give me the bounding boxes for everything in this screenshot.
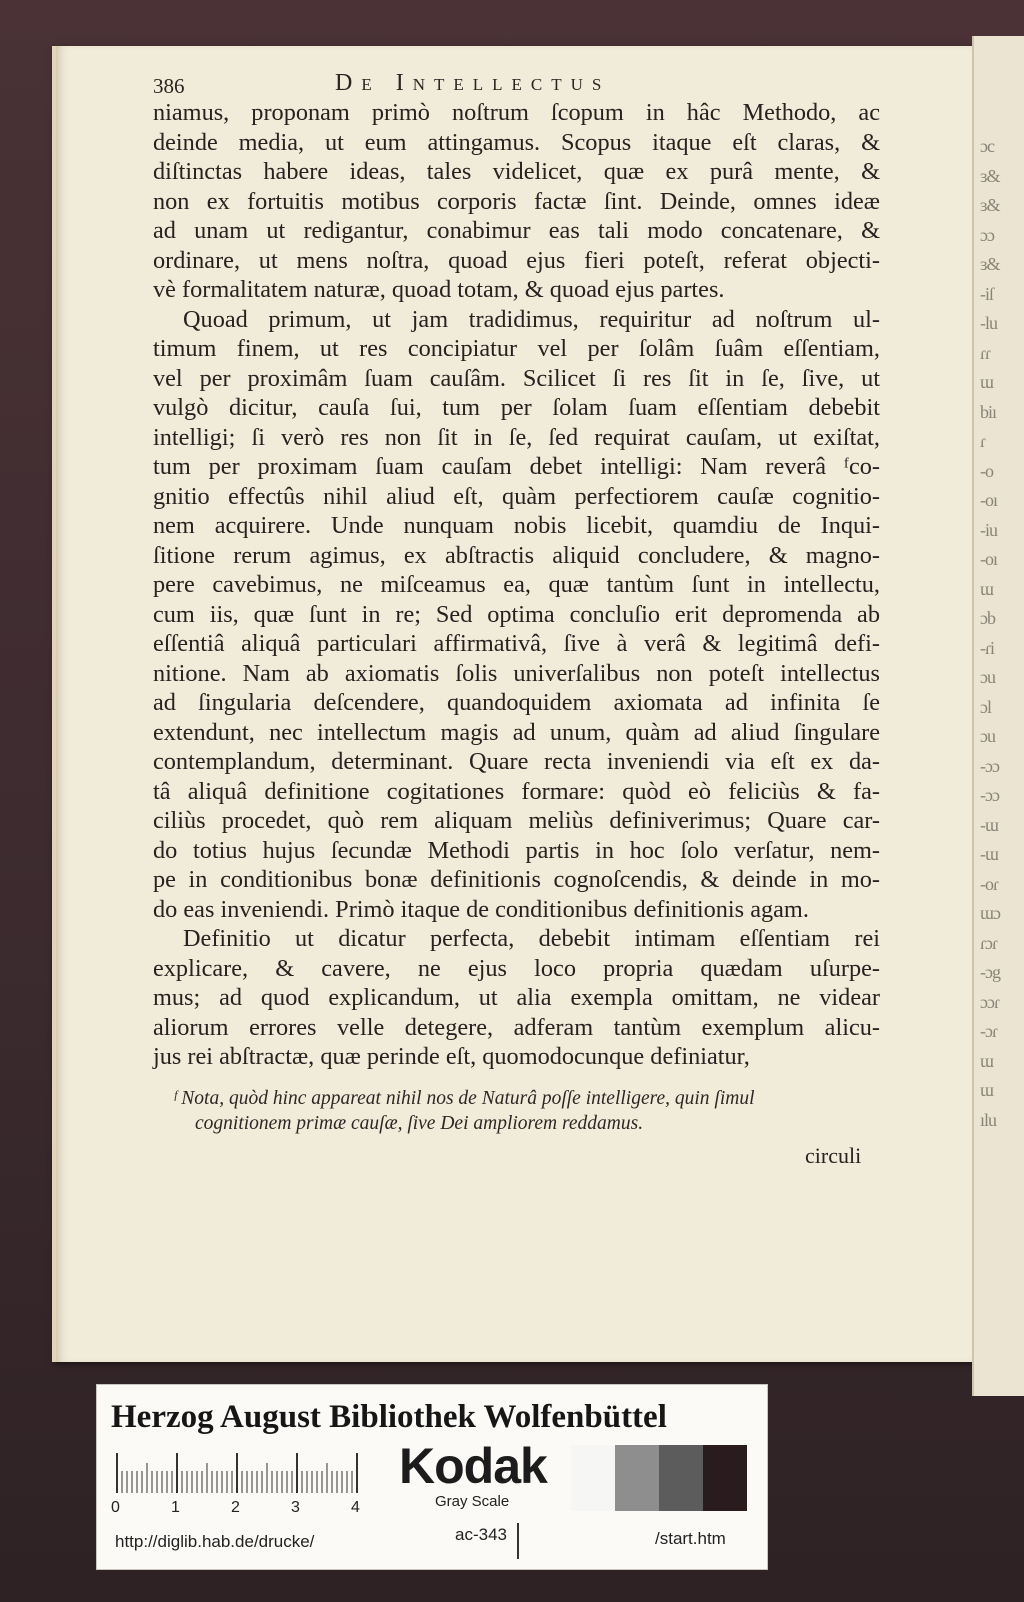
text-line: ordinare, ut mens noſtra, quoad ejus fieri poteſt, referat objecti- (153, 246, 880, 274)
adjacent-text-fragment: -o (980, 460, 993, 481)
ruler-number: 2 (231, 1499, 240, 1516)
body-text (153, 98, 880, 1072)
gray-patch (659, 1445, 703, 1511)
shelfmark-code: ac-343 (455, 1525, 507, 1544)
adjacent-text-fragment: ɾɾ (980, 342, 990, 363)
footnote (173, 1086, 880, 1136)
text-line: tum per proximam ſuam cauſam debet intelligi: Nam reverâ ᶠco- (153, 453, 880, 480)
divider (517, 1523, 519, 1559)
text-line: vè formalitatem naturæ, quoad totam, & quoad ejus partes. (153, 276, 725, 303)
text-line: gnitio effectûs nihil aliud eſt, quàm perfectiorem cauſæ cognitio- (153, 482, 880, 510)
adjacent-text-fragment: -ɔɾ (980, 1021, 997, 1041)
ruler-number: 0 (111, 1499, 120, 1516)
text-line: eſſentiâ aliquâ particulari affirmativâ, ſive à verâ & legitimâ defi- (153, 630, 880, 657)
running-title: De Intellectus (335, 70, 611, 96)
brand-logo: Kodak (399, 1438, 547, 1494)
gray-patch (615, 1445, 659, 1511)
adjacent-text-fragment: -iu (980, 519, 997, 540)
adjacent-text-fragment: -oı (980, 549, 997, 569)
text-line: pe in conditionibus bonæ definitionis cognoſcendis, & deinde in mo- (153, 866, 880, 893)
adjacent-text-fragment: ɔɔɾ (980, 991, 999, 1012)
adjacent-text-fragment: -iſ (980, 283, 993, 304)
adjacent-text-fragment: -lu (980, 313, 997, 333)
adjacent-text-fragment: biı (980, 401, 997, 422)
adjacent-text-fragment: ɯɔ (980, 903, 1000, 923)
gray-patch (571, 1445, 615, 1511)
source-url-suffix: /start.htm (655, 1529, 726, 1548)
adjacent-text-fragment: ɯ (980, 372, 994, 392)
adjacent-text-fragment: -ɔɔ (980, 785, 999, 805)
adjacent-text-fragment: -ɾi (980, 637, 994, 658)
text-line: pere cavebimus, ne miſceamus ea, quæ tantùm ſunt in intellectu, (153, 571, 880, 598)
measurement-ruler (115, 1449, 359, 1495)
adjacent-text-fragment: ılu (980, 1109, 997, 1130)
text-line: jus rei abſtractæ, quæ perinde eſt, quomodocunque definiatur, (153, 1043, 750, 1070)
text-line: vulgò dicitur, cauſa ſui, tum per ſolam ſuam eſſentiam debebit (153, 394, 880, 421)
text-line: tâ aliquâ definitione cogitationes formare: quòd eò feliciùs & fa- (153, 777, 880, 805)
adjacent-text-fragment: ɯ (980, 1050, 994, 1071)
adjacent-text-fragment: -ɯ (980, 844, 998, 864)
adjacent-text-fragment: -ɯ (980, 814, 998, 835)
adjacent-page-edge (972, 36, 1024, 1396)
gray-scale-label: Gray Scale (435, 1493, 510, 1510)
adjacent-text-fragment: ɯ (980, 578, 994, 599)
text-line: cum iis, quæ ſunt in re; Sed optima concluſio erit depromenda ab (153, 600, 880, 628)
adjacent-text-fragment: -oɾ (980, 873, 998, 894)
text-line: ad ſingularia deſcendere, quandoquidem axiomata ad infinita ſe (153, 689, 880, 716)
adjacent-text-fragment: -ɔɔ (980, 755, 999, 776)
text-line: deinde media, ut eum attingamus. Scopus itaque eſt claras, & (153, 128, 880, 156)
adjacent-text-fragment: ɔu (980, 726, 995, 746)
text-line: Quoad primum, ut jam tradidimus, requiritur ad noſtrum ul- (183, 305, 880, 333)
text-line: vel per proximâm ſuam cauſâm. Scilicet ſi res ſit in ſe, ſive, ut (153, 364, 880, 392)
adjacent-text-fragment: ɯ (980, 1080, 994, 1100)
adjacent-text-fragment: ɾɔɾ (980, 932, 997, 953)
adjacent-text-fragment: ɜ& (980, 254, 1000, 274)
adjacent-text-fragment: -oı (980, 490, 997, 510)
text-line: explicare, & cavere, ne ejus loco propria quædam uſurpe- (153, 954, 880, 982)
adjacent-text-fragment: ɜ& (980, 165, 1000, 186)
text-line: mus; ad quod explicandum, ut alia exempla omittam, ne videar (153, 984, 880, 1011)
text-line: nitione. Nam ab axiomatis ſolis univerſalibus non poteſt intellectus (153, 659, 880, 687)
adjacent-text-fragment: ɔu (980, 667, 995, 687)
ruler-number: 4 (351, 1499, 360, 1516)
text-line: intelligi; ſi verò res non ſit in ſe, ſed requirat cauſam, ut exiſtat, (153, 423, 880, 451)
adjacent-text-fragment: -ɔg (980, 962, 1000, 982)
adjacent-text-fragment: ɔl (980, 696, 991, 717)
text-line: Definitio ut dicatur perfecta, debebit intimam eſſentiam rei (183, 925, 880, 952)
text-line: ad unam ut redigantur, conabimur eas tali modo concatenare, & (153, 217, 880, 244)
footnote-line: ᶠ Nota, quòd hinc appareat nihil nos de Naturâ poſſe intelligere, quin ſimul (173, 1088, 755, 1109)
text-line: diſtinctas habere ideas, tales videlicet, quæ ex purâ mente, & (153, 158, 880, 185)
catchword: circuli (805, 1143, 862, 1168)
text-line: non ex fortuitis motibus corporis factæ ſint. Deinde, omnes ideæ (153, 187, 880, 215)
ruler-numbers (111, 1499, 359, 1521)
text-line: do eas inveniendi. Primò itaque de conditionibus definitionis agam. (153, 895, 809, 923)
text-line: timum finem, ut res concipiatur vel per ſolâm ſuâm eſſentiam, (153, 335, 880, 362)
adjacent-text-fragment: ɔb (980, 608, 995, 628)
source-url: http://diglib.hab.de/drucke/ (115, 1532, 315, 1551)
page-header (153, 66, 713, 102)
library-name: Herzog August Bibliothek Wolfenbüttel (111, 1399, 667, 1435)
adjacent-text-fragment: ɾ (980, 431, 985, 451)
gray-patch (703, 1445, 747, 1511)
text-line: contemplandum, determinant. Quare recta inveniendi via eſt ex da- (153, 748, 880, 775)
text-line: ciliùs procedet, quò rem aliquam meliùs definiverimus; Quare car- (153, 807, 880, 834)
adjacent-text-fragment: ɔc (980, 136, 994, 156)
text-line: do totius hujus ſecundæ Methodi partis in hoc ſolo verſatur, nem- (153, 836, 880, 864)
adjacent-text-fragment: ɔɔ (980, 224, 994, 245)
text-line: aliorum errores velle detegere, adferam tantùm exemplum alicu- (153, 1013, 880, 1041)
color-target-card (96, 1384, 768, 1570)
page-number: 386 (153, 74, 185, 98)
gray-scale-patches (571, 1445, 747, 1511)
ruler-number: 1 (171, 1499, 180, 1516)
text-line: extendunt, nec intellectum magis ad unum, quàm ad aliud ſingulare (153, 718, 880, 746)
footnote-line: cognitionem primæ cauſæ, ſive Dei ampliorem reddamus. (195, 1113, 644, 1134)
adjacent-text-fragment: ɜ& (980, 195, 1000, 215)
ruler-number: 3 (291, 1499, 300, 1516)
text-line: niamus, proponam primò noſtrum ſcopum in hâc Methodo, ac (153, 99, 880, 126)
text-line: ſitione rerum agimus, ex abſtractis aliquid concludere, & magno- (153, 541, 880, 569)
text-line: nem acquirere. Unde nunquam nobis licebit, quamdiu de Inqui- (153, 512, 880, 539)
